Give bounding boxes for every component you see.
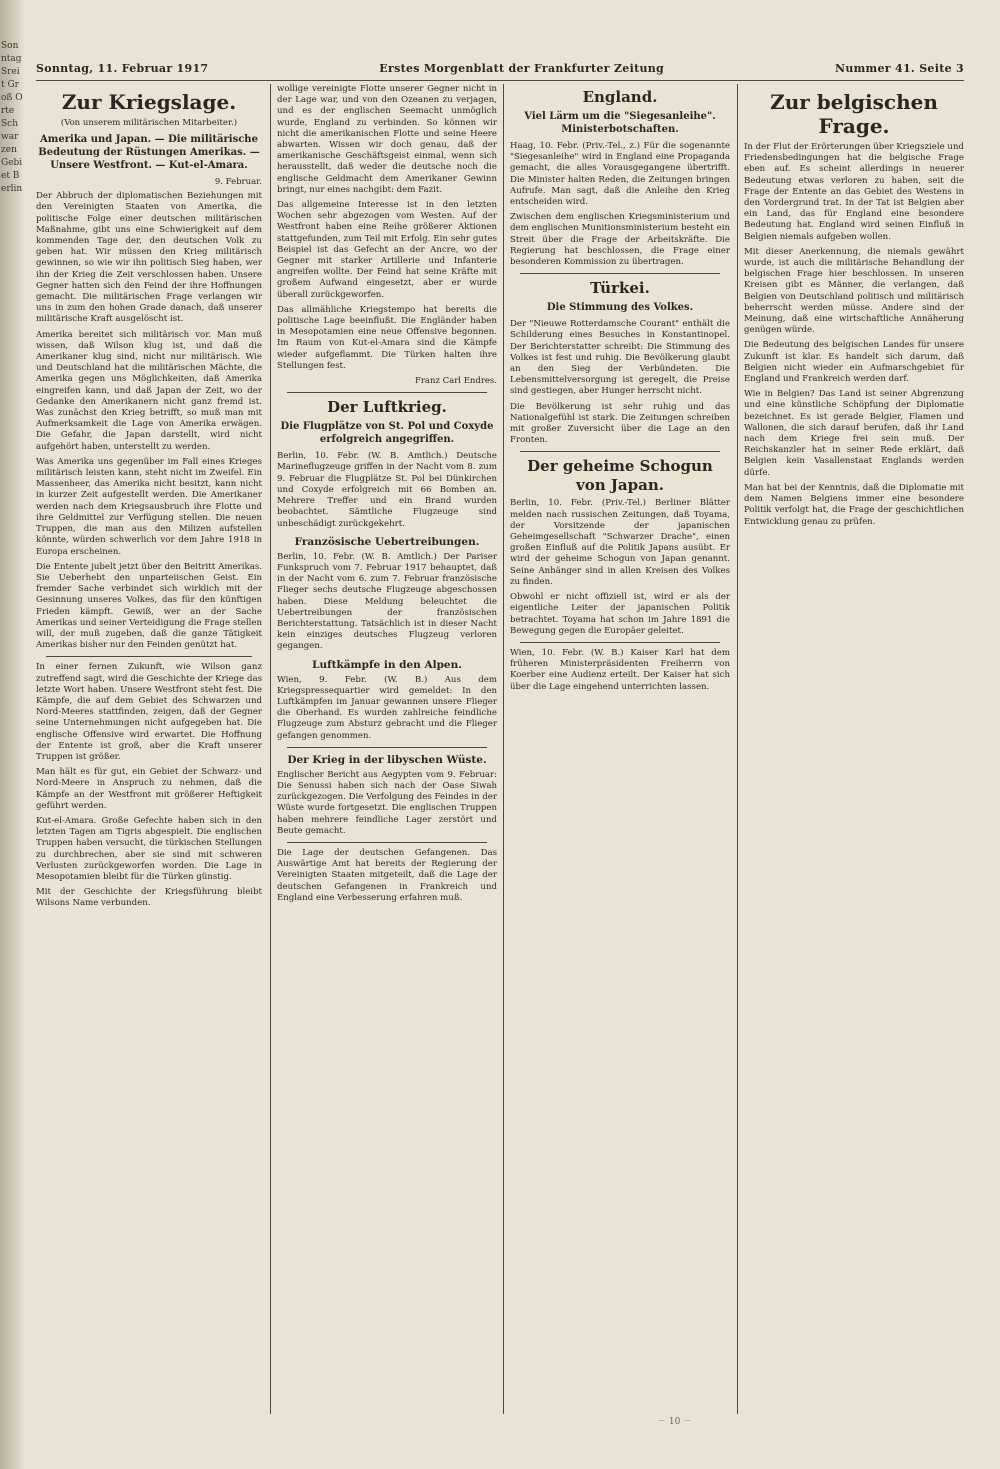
section-separator xyxy=(287,392,487,393)
paragraph: Die Entente jubelt jetzt über den Beitritt Amerikas. Sie Ueberhebt den unparteiischen Geist. Ein fremder Sache verbindet sich wirklich mit der Gesinnung unseres Volkes, das für den künftigen Frieden kämpft. Gewiß, wer an der Sache Amerikas und seiner Verteidigung die Frage stellen will, der muß zugeben, daß die ganze Tätigkeit Amerikas bisher nur den Feinden genützt hat. xyxy=(36,561,262,651)
paragraph: wollige vereinigte Flotte unserer Gegner nicht in der Lage war, und von den Ozeanen zu verjagen, und es der englischen Seemacht unmöglich wurde, England zu verbinden. So können wir nicht die amerikanischen Flotte und seine Heere abwarten. Wissen wir doch genau, daß der amerikanische Geschäftsgeist einmal, wenn sich herausstellt, daß weder die deutsche noch die englische Geldmacht dem Amerikaner Gewinn bringt, nur eines nachgibt: dem Fazit. xyxy=(277,84,497,195)
paragraph: Obwohl er nicht offiziell ist, wird er als der eigentliche Leiter der japanischen Politik betrachtet. Toyama hat schon im Jahre 1891 die Bewegung gegen die Europäer geleitet. xyxy=(510,592,730,636)
paragraph: Der "Nieuwe Rotterdamsche Courant" enthält die Schilderung eines Besuches in Konstantinopel. Der Berichterstatter schreibt: Die Stimmung des Volkes ist fest und ruhig. Die Bevölkerung glaubt an den Sieg der Verbündeten. Die Lebensmittelversorgung ist geregelt, die Preise sind gestiegen, aber Hunger herrscht nicht. xyxy=(510,319,730,397)
article-title-luftkrieg: Der Luftkrieg. xyxy=(327,398,447,417)
paragraph: Berlin, 10. Febr. (Priv.-Tel.) Berliner Blätter melden nach russischen Zeitungen, daß Toyama, der Vorsitzende der japanischen Geheimgesellschaft "Schwarzer Drache", einen großen Einfluß auf die Politik Japans ausübt. Er wird der geheime Schogun von Japan genannt. Seine Anhänger sind in allen Kreisen des Volkes zu finden. xyxy=(510,498,730,587)
paragraph: Amerika bereitet sich militärisch vor. Man muß wissen, daß Wilson klug ist, und daß die Amerikaner klug sind, nicht nur militärisch. Wie und Deutschland hat die militärischen Mächte, die Amerika gegen uns Möglichkeiten, daß Amerika eingreifen kann, und daß Japan der Zeit, wo der Gedanke den Amerikanern nicht ganz fremd ist. Was zunächst den Krieg betrifft, so muß man mit Aufmerksamkeit die Lage von Amerika erwägen. Die Gefahr, die Japan darstellt, wird nicht aufgehört haben, unterstellt zu werden. xyxy=(36,329,262,452)
page-gutter xyxy=(0,0,24,1469)
article-title-tuerkei: Türkei. xyxy=(590,279,650,298)
paragraph: Kut-el-Amara. Große Gefechte haben sich in den letzten Tagen am Tigris abgespielt. Die englischen Truppen haben versucht, die türkischen Stellungen zu durchbrechen, aber sie sind mit schweren Verlusten zurückgeworfen worden. Die Lage in Mesopotamien bleibt für die Türken günstig. xyxy=(36,815,262,882)
paragraph: Die Lage der deutschen Gefangenen. Das Auswärtige Amt hat bereits der Regierung der Vereinigten Staaten mitgeteilt, daß die Lage der deutschen Gefangenen in Frankreich und England eine Verbesserung erfahren muß. xyxy=(277,847,497,903)
header-rule xyxy=(36,80,964,81)
paragraph: Man hat bei der Kenntnis, daß die Diplomatie mit dem Namen Belgiens immer eine besondere Politik verfolgt hat, die Frage der geschichtlichen Entwicklung genau zu prüfen. xyxy=(744,482,964,527)
column-1 xyxy=(36,84,262,1414)
header-date: Sonntag, 11. Februar 1917 xyxy=(36,61,209,75)
section-separator xyxy=(520,642,720,643)
paragraph: Die Bevölkerung ist sehr ruhig und das Nationalgefühl ist stark. Die Zeitungen schreiben mit großer Zuversicht über die Lage an den Fronten. xyxy=(510,401,730,446)
column-rule-1 xyxy=(270,84,271,1414)
paragraph: Mit dieser Anerkennung, die niemals gewährt wurde, ist auch die militärische Behandlung der belgischen Frage hier beschlossen. In unseren Kreisen gibt es Männer, die verlangen, daß Belgien von Deutschland politisch und militärisch beherrscht werden müsse. Andere sind der Meinung, daß eine wirtschaftliche Annäherung genügen würde. xyxy=(744,246,964,336)
paragraph: Berlin, 10. Febr. (W. B. Amtlich.) Der Pariser Funkspruch vom 7. Februar 1917 behauptet, daß in der Nacht vom 6. zum 7. Februar französische Flieger sechs deutsche Flugzeuge abgeschossen haben. Diese Meldung beleuchtet die Uebertreibungen der französischen Berichterstattung. Tatsächlich ist in dieser Nacht kein einziges deutsches Flugzeug verloren gegangen. xyxy=(277,551,497,652)
article-subtitle-luftkrieg: Die Flugplätze von St. Pol und Coxyde erfolgreich angegriffen. xyxy=(280,421,494,446)
header-masthead: Erstes Morgenblatt der Frankfurter Zeitung xyxy=(379,61,665,75)
paragraph: Haag, 10. Febr. (Priv.-Tel., z.) Für die sogenannte "Siegesanleihe" wird in England eine Propaganda gemacht, die alles Vorausgegangene übertrifft. Die Minister halten Reden, die Zeitungen bringen Aufrufe. Man sagt, daß die Anleihe den Krieg entscheiden wird. xyxy=(510,141,730,208)
article-byline: (Von unserem militärischen Mitarbeiter.) xyxy=(60,118,238,128)
paragraph: Was Amerika uns gegenüber im Fall eines Krieges militärisch leisten kann, steht nicht im Zweifel. Ein Massenheer, das Amerika nicht besitzt, kann nicht in kurzer Zeit aufgestellt werden. Die Amerikaner werden nach dem Kriegsausbruch ihre Flotte und ihre Geldmittel zur Verfügung stellen. Die neuen Truppen, die man aus den Milizen aufstellen könnte, würden schwerlich vor dem Jahre 1918 in Europa erscheinen. xyxy=(36,456,262,557)
section-separator xyxy=(287,842,487,843)
paragraph: In einer fernen Zukunft, wie Wilson ganz zutreffend sagt, wird die Geschichte der Kriege das letzte Wort haben. Unsere Westfront steht fest. Die Kämpfe, die auf dem Gebiet des Schwarzen und Nord-Meeres stattfinden, zeigen, daß der Gegner seine Unternehmungen nicht aufgegeben hat. Die englische Offensive wird erwartet. Die Hoffnung der Entente ist groß, aber die Kraft unserer Truppen ist größer. xyxy=(36,662,262,762)
article-subtitle-england: Viel Lärm um die "Siegesanleihe". Ministerbotschaften. xyxy=(524,111,716,135)
author-signature: Franz Carl Endres. xyxy=(414,376,497,387)
paragraph: Das allmähliche Kriegstempo hat bereits die politische Lage beeinflußt. Die Engländer haben in Mesopotamien eine neue Offensive begonnen. Im Raum von Kut-el-Amara sind die Kämpfe wieder aufgeflammt. Die Türken halten ihre Stellungen fest. xyxy=(277,304,497,371)
column-2 xyxy=(277,84,497,1414)
section-separator xyxy=(287,747,487,748)
paragraph: Wien, 9. Febr. (W. B.) Aus dem Kriegspressequartier wird gemeldet: In den Luftkämpfen im Januar gewannen unsere Flieger die Oberhand. Es wurden zahlreiche feindliche Flugzeuge zum Absturz gebracht und die Flieger gefangen genommen. xyxy=(277,674,497,741)
article-subtitle: Amerika und Japan. — Die militärische Bedeutung der Rüstungen Amerikas. — Unsere Westfront. — Kut-el-Amara. xyxy=(38,134,260,171)
article-title-belgische-frage: Zur belgischen Frage. xyxy=(770,90,938,138)
gutter-text: Sonntag Sreit Groß Orte Schwarzen Gebiet Berlin xyxy=(1,41,23,194)
article-title-england: England. xyxy=(582,88,658,106)
column-4 xyxy=(744,84,964,1414)
paragraph: Der Abbruch der diplomatischen Beziehungen mit den Vereinigten Staaten von Amerika, die politische Folge einer deutschen militärischen Maßnahme, gibt uns eine Schwierigkeit auf dem kommenden Tage der, den deutschen Volk zu geben hat. Wir müssen den Krieg militärisch gewinnen, so wie wir ihn politisch Sieg haben, wer ihn der Krieg die Zeit verschlossen haben. Unsere Gegner hatten sich den Feind der ihre Hoffnungen gemacht. Die militärischen Frage verlangen wir uns in zum den hohen Grade danach, daß unserer militärische Kraft ausgelöscht ist. xyxy=(36,191,262,325)
paragraph: In der Flut der Erörterungen über Kriegsziele und Friedensbedingungen hat die belgische Frage eben auf. Es scheint allerdings in neuerer Bedeutung etwas verloren zu haben, seit die Frage der Entente an das Gebiet des Westens in den Vordergrund trat. In der Tat ist Belgien aber ein Land, das für England eine besondere Bedeutung hat. England wird seinen Einfluß in Belgien niemals aufgeben wollen. xyxy=(744,142,964,242)
column-rule-3 xyxy=(737,84,738,1414)
page-header xyxy=(36,57,964,79)
column-3 xyxy=(510,84,730,1414)
paragraph: Mit der Geschichte der Kriegsführung bleibt Wilsons Name verbunden. xyxy=(36,887,262,909)
paragraph: Zwischen dem englischen Kriegsministerium und dem englischen Munitionsministerium besteht ein Streit über die Frage der Arbeitskräfte. Die Regierung hat beschlossen, die Frage einer besonderen Kommission zu übertragen. xyxy=(510,212,730,268)
paragraph: Die Bedeutung des belgischen Landes für unsere Zukunft ist klar. Es handelt sich darum, daß Belgien nicht wieder ein Aufmarschgebiet für England und Frankreich werden darf. xyxy=(744,340,964,385)
paragraph: Das allgemeine Interesse ist in den letzten Wochen sehr abgezogen vom Westen. Auf der Westfront haben eine Reihe größerer Aktionen stattgefunden, zum Teil mit Erfolg. Ein sehr gutes Beispiel ist das Gefecht an der Ancre, wo der Gegner mit starker Artillerie und Infanterie angreifen wollte. Der Feind hat seine Kräfte mit großem Aufwand eingesetzt, aber er wurde überall zurückgeworfen. xyxy=(277,200,497,300)
article-title-schogun: Der geheime Schogun von Japan. xyxy=(527,457,713,495)
section-heading-libyen: Der Krieg in der libyschen Wüste. xyxy=(287,753,487,766)
section-heading-alpen: Luftkämpfe in den Alpen. xyxy=(312,658,462,671)
column-rule-2 xyxy=(503,84,504,1414)
article-date: 9. Februar. xyxy=(214,177,262,187)
header-page-number: Nummer 41. Seite 3 xyxy=(834,61,964,75)
section-separator xyxy=(520,451,720,452)
article-subtitle-tuerkei: Die Stimmung des Volkes. xyxy=(546,302,694,314)
paragraph: Wie in Belgien? Das Land ist seiner Abgrenzung und eine künstliche Schöpfung der Diplomatie bezeichnet. Es ist gerade Belgier, Flamen und Wallonen, die sich darauf berufen, daß ihr Land nach dem Kriege frei sein muß. Der Reichskanzler hat in seiner Rede erklärt, daß Belgien kein Vasallenstaat Englands werden dürfe. xyxy=(744,389,964,478)
article-title-kriegslage: Zur Kriegslage. xyxy=(61,90,237,114)
section-separator xyxy=(46,656,252,657)
paragraph: Berlin, 10. Febr. (W. B. Amtlich.) Deutsche Marineflugzeuge griffen in der Nacht vom 8. zum 9. Februar die Flugplätze St. Pol bei Dünkirchen und Coxyde erfolgreich mit 66 Bomben an. Mehrere Treffer und ein Brand wurden beobachtet. Sämtliche Flugzeuge sind unbeschädigt zurückgekehrt. xyxy=(277,451,497,529)
page-footer-stamp: ㄧ 10 ㄧ xyxy=(657,1417,693,1427)
paragraph: Wien, 10. Febr. (W. B.) Kaiser Karl hat dem früheren Ministerpräsidenten Freiherrn von Koerber eine Audienz erteilt. Der Kaiser hat sich über die Lage eingehend unterrichten lassen. xyxy=(510,647,730,692)
section-heading-uebertreibungen: Französische Uebertreibungen. xyxy=(294,535,480,548)
section-separator xyxy=(520,273,720,274)
paragraph: Englischer Bericht aus Aegypten vom 9. Februar: Die Senussi haben sich nach der Oase Siwah zurückgezogen. Die Verfolgung des Feindes in der Wüste wurde fortgesetzt. Die englischen Truppen haben mehrere feindliche Lager zerstört und Beute gemacht. xyxy=(277,769,497,836)
paragraph: Man hält es für gut, ein Gebiet der Schwarz- und Nord-Meere in Anspruch zu nehmen, daß die Kämpfe an der Westfront mit größerer Heftigkeit geführt werden. xyxy=(36,767,262,811)
